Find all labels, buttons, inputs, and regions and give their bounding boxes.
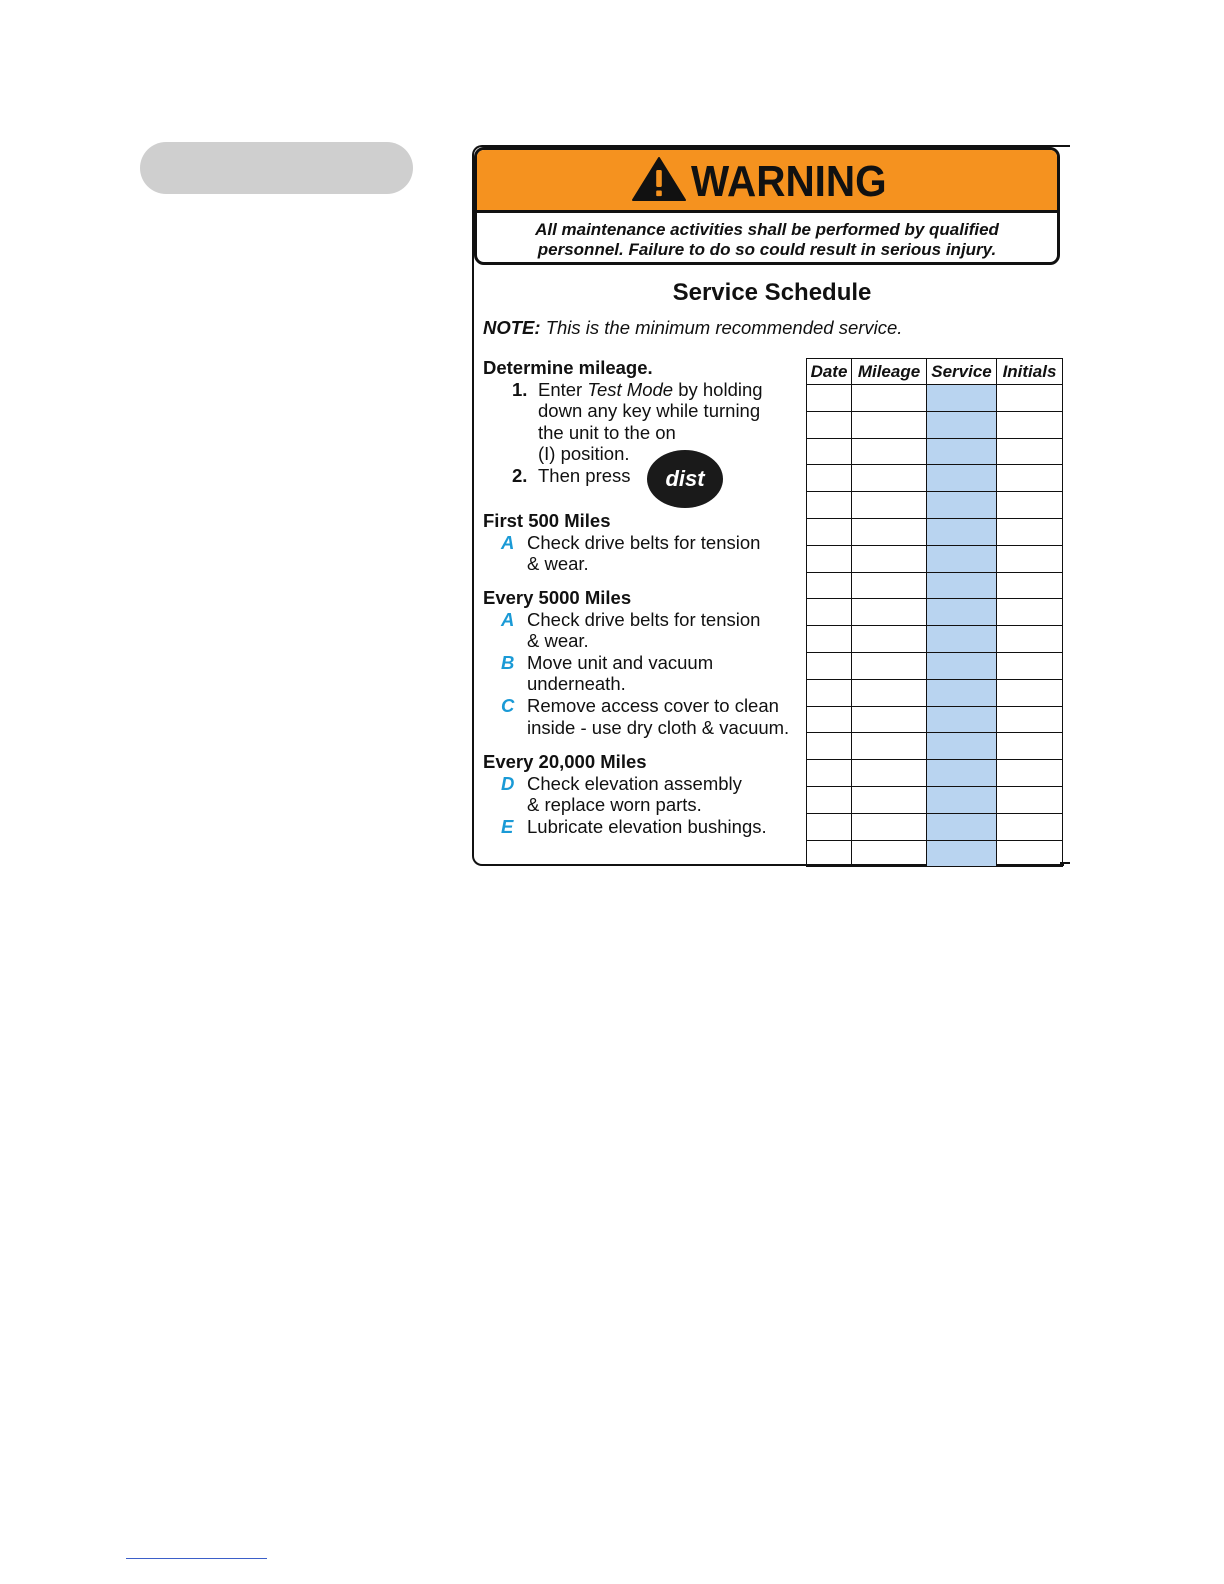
warning-title: WARNING xyxy=(690,157,887,206)
table-row xyxy=(807,813,1063,840)
task-item xyxy=(483,652,813,695)
task-item xyxy=(483,609,813,652)
task-letter: A xyxy=(501,531,515,553)
log-cell-mileage[interactable] xyxy=(852,438,927,465)
table-row xyxy=(807,760,1063,787)
log-cell-mileage[interactable] xyxy=(852,840,927,867)
table-row xyxy=(807,572,1063,599)
table-header-row xyxy=(807,359,1063,385)
task-letter: A xyxy=(501,608,515,630)
log-cell-initials[interactable] xyxy=(997,679,1063,706)
log-cell-date[interactable] xyxy=(807,706,852,733)
service-log-body xyxy=(807,385,1063,867)
log-cell-service[interactable] xyxy=(927,518,997,545)
task-text: Check drive belts for tension xyxy=(527,608,761,630)
log-cell-initials[interactable] xyxy=(997,706,1063,733)
log-cell-service[interactable] xyxy=(927,679,997,706)
task-text: Move unit and vacuum xyxy=(527,651,714,673)
warning-message xyxy=(477,213,1057,260)
step-text xyxy=(538,379,803,401)
table-row xyxy=(807,599,1063,626)
log-cell-date[interactable] xyxy=(807,518,852,545)
log-cell-date[interactable] xyxy=(807,733,852,760)
log-cell-date[interactable] xyxy=(807,786,852,813)
log-cell-service[interactable] xyxy=(927,492,997,519)
log-cell-service[interactable] xyxy=(927,411,997,438)
table-row xyxy=(807,385,1063,412)
log-cell-mileage[interactable] xyxy=(852,599,927,626)
warning-box xyxy=(474,147,1060,265)
table-row xyxy=(807,733,1063,760)
log-cell-initials[interactable] xyxy=(997,411,1063,438)
task-text: inside - use dry cloth & vacuum. xyxy=(527,716,790,738)
log-cell-initials[interactable] xyxy=(997,840,1063,867)
log-cell-mileage[interactable] xyxy=(852,572,927,599)
log-cell-mileage[interactable] xyxy=(852,733,927,760)
log-cell-service[interactable] xyxy=(927,786,997,813)
log-cell-service[interactable] xyxy=(927,813,997,840)
log-cell-mileage[interactable] xyxy=(852,465,927,492)
task-letter: C xyxy=(501,694,515,716)
log-cell-initials[interactable] xyxy=(997,438,1063,465)
note-label: NOTE: xyxy=(483,317,541,338)
column-header-service: Service xyxy=(927,359,997,385)
log-cell-mileage[interactable] xyxy=(852,385,927,412)
task-text: underneath. xyxy=(527,673,626,695)
log-cell-date[interactable] xyxy=(807,626,852,653)
log-cell-initials[interactable] xyxy=(997,572,1063,599)
step-text: down any key while turning xyxy=(538,400,761,422)
warning-message-line: All maintenance activities shall be performed by qualified xyxy=(535,220,999,239)
table-row xyxy=(807,545,1063,572)
log-cell-mileage[interactable] xyxy=(852,786,927,813)
log-cell-date[interactable] xyxy=(807,652,852,679)
log-cell-date[interactable] xyxy=(807,813,852,840)
log-cell-mileage[interactable] xyxy=(852,545,927,572)
task-letter: D xyxy=(501,772,515,794)
task-text: & wear. xyxy=(527,553,589,575)
log-cell-service[interactable] xyxy=(927,840,997,867)
log-cell-initials[interactable] xyxy=(997,733,1063,760)
log-cell-mileage[interactable] xyxy=(852,492,927,519)
log-cell-service[interactable] xyxy=(927,652,997,679)
table-row xyxy=(807,679,1063,706)
log-cell-initials[interactable] xyxy=(997,599,1063,626)
step-text: (I) position. xyxy=(538,443,630,465)
log-cell-service[interactable] xyxy=(927,385,997,412)
log-cell-initials[interactable] xyxy=(997,786,1063,813)
table-row xyxy=(807,652,1063,679)
log-cell-mileage[interactable] xyxy=(852,652,927,679)
table-row xyxy=(807,492,1063,519)
log-cell-date[interactable] xyxy=(807,492,852,519)
log-cell-date[interactable] xyxy=(807,545,852,572)
log-cell-date[interactable] xyxy=(807,679,852,706)
section-heading: First 500 Miles xyxy=(483,510,611,531)
log-cell-initials[interactable] xyxy=(997,545,1063,572)
log-cell-mileage[interactable] xyxy=(852,760,927,787)
log-cell-date[interactable] xyxy=(807,760,852,787)
log-cell-mileage[interactable] xyxy=(852,679,927,706)
warning-message-line: personnel. Failure to do so could result in serious injury. xyxy=(537,240,997,259)
log-cell-date[interactable] xyxy=(807,840,852,867)
task-text: Remove access cover to clean xyxy=(527,694,779,716)
log-cell-service[interactable] xyxy=(927,599,997,626)
log-cell-service[interactable] xyxy=(927,760,997,787)
log-cell-date[interactable] xyxy=(807,411,852,438)
task-item xyxy=(483,532,803,575)
log-cell-initials[interactable] xyxy=(997,518,1063,545)
task-item xyxy=(483,695,813,738)
task-text: & replace worn parts. xyxy=(527,794,702,816)
task-letter: B xyxy=(501,651,515,673)
step-number: 2. xyxy=(512,464,528,486)
table-row xyxy=(807,438,1063,465)
table-row xyxy=(807,626,1063,653)
dist-key: dist xyxy=(647,450,723,508)
step-text-part: Enter xyxy=(538,378,588,400)
first-500-section xyxy=(483,510,803,575)
log-cell-service[interactable] xyxy=(927,545,997,572)
log-cell-service[interactable] xyxy=(927,572,997,599)
log-cell-date[interactable] xyxy=(807,385,852,412)
log-cell-mileage[interactable] xyxy=(852,411,927,438)
log-cell-initials[interactable] xyxy=(997,492,1063,519)
table-row xyxy=(807,840,1063,867)
step-number: 1. xyxy=(512,378,528,400)
log-cell-mileage[interactable] xyxy=(852,706,927,733)
table-row xyxy=(807,786,1063,813)
log-cell-mileage[interactable] xyxy=(852,518,927,545)
warning-triangle-icon xyxy=(631,156,687,202)
log-cell-mileage[interactable] xyxy=(852,626,927,653)
label-edge-top xyxy=(1060,145,1070,147)
table-row xyxy=(807,465,1063,492)
section-tab xyxy=(140,142,413,194)
determine-section xyxy=(483,357,803,487)
section-heading: Determine mileage. xyxy=(483,357,653,378)
table-row xyxy=(807,706,1063,733)
column-header-date: Date xyxy=(807,359,852,385)
log-cell-date[interactable] xyxy=(807,465,852,492)
log-cell-date[interactable] xyxy=(807,599,852,626)
column-header-mileage: Mileage xyxy=(852,359,927,385)
table-row xyxy=(807,518,1063,545)
task-text: Lubricate elevation bushings. xyxy=(527,815,767,837)
log-cell-date[interactable] xyxy=(807,572,852,599)
log-cell-initials[interactable] xyxy=(997,385,1063,412)
log-cell-service[interactable] xyxy=(927,465,997,492)
log-cell-initials[interactable] xyxy=(997,652,1063,679)
schedule-title: Service Schedule xyxy=(672,279,872,306)
log-cell-service[interactable] xyxy=(927,438,997,465)
log-cell-service[interactable] xyxy=(927,733,997,760)
log-cell-service[interactable] xyxy=(927,626,997,653)
log-cell-mileage[interactable] xyxy=(852,813,927,840)
step-text-part: by holding xyxy=(673,378,763,400)
every-20000-section xyxy=(483,751,803,837)
note-text xyxy=(483,317,902,339)
task-letter: E xyxy=(501,815,514,837)
section-heading: Every 20,000 Miles xyxy=(483,751,647,772)
every-5000-section xyxy=(483,587,813,738)
table-row xyxy=(807,411,1063,438)
service-schedule-label xyxy=(472,145,1070,864)
task-item xyxy=(483,816,803,838)
test-mode-text: Test Mode xyxy=(587,378,674,400)
log-cell-date[interactable] xyxy=(807,438,852,465)
task-text: Check drive belts for tension xyxy=(527,531,761,553)
log-cell-initials[interactable] xyxy=(997,813,1063,840)
task-text: & wear. xyxy=(527,630,589,652)
step-text: the unit to the on xyxy=(538,421,676,443)
log-cell-initials[interactable] xyxy=(997,626,1063,653)
log-cell-initials[interactable] xyxy=(997,760,1063,787)
column-header-initials: Initials xyxy=(997,359,1063,385)
warning-header xyxy=(477,150,1057,213)
task-item xyxy=(483,773,803,816)
log-cell-service[interactable] xyxy=(927,706,997,733)
section-heading: Every 5000 Miles xyxy=(483,587,632,608)
service-log-table xyxy=(806,358,1063,867)
log-cell-initials[interactable] xyxy=(997,465,1063,492)
task-text: Check elevation assembly xyxy=(527,772,742,794)
note-body: This is the minimum recommended service. xyxy=(540,317,903,338)
step-text: Then press xyxy=(538,464,631,486)
footer-link-underline xyxy=(126,1558,267,1559)
